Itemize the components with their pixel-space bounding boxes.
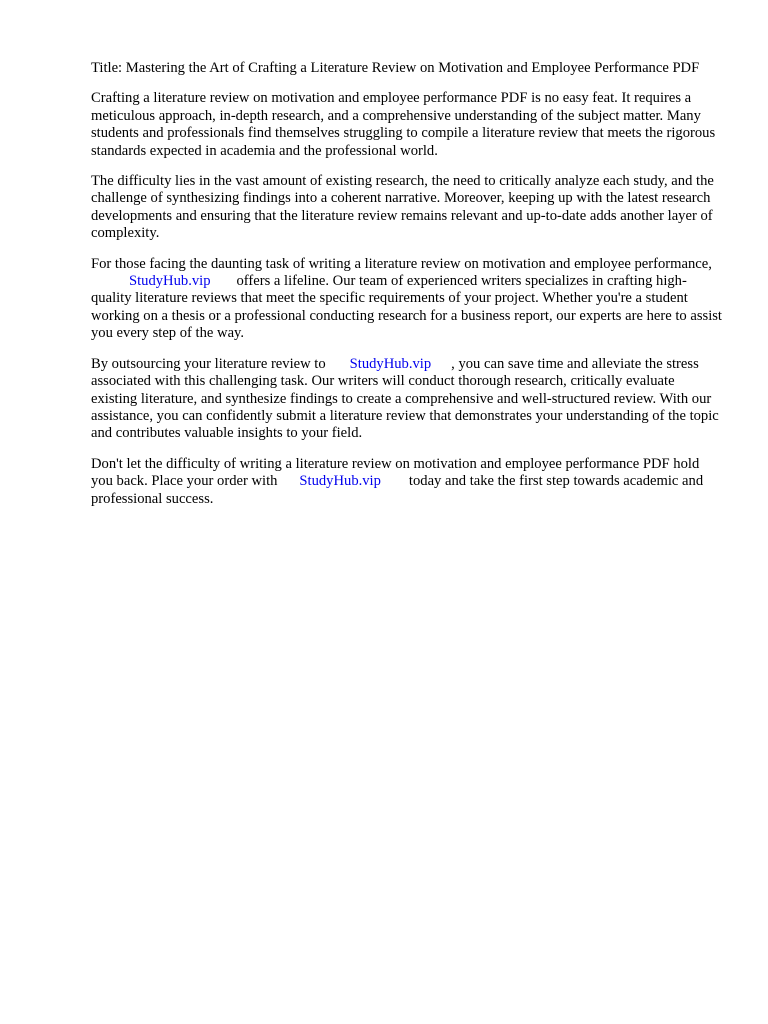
paragraph-offer-text-after: offers a lifeline. Our team of experienced writers specializes in crafting high-quality literature reviews that meet the specific requirements of your project. Whether you're a student working on a thesis or a professional conducting research for a business report, our experts are here to assist you every step of the way. <box>91 273 722 342</box>
paragraph-outsourcing-text-before: By outsourcing your literature review to <box>91 355 326 372</box>
studyhub-link-3[interactable]: StudyHub.vip <box>299 473 381 490</box>
studyhub-link-1[interactable]: StudyHub.vip <box>129 273 211 290</box>
paragraph-closing <box>91 456 723 508</box>
paragraph-outsourcing <box>91 356 723 443</box>
paragraph-difficulty: The difficulty lies in the vast amount of existing research, the need to critically analyze each study, and the challenge of synthesizing findings into a coherent narrative. Moreover, keeping up with the latest research developments and ensuring that the literature review remains relevant and up-to-date adds another layer of complexity. <box>91 173 714 242</box>
document-page <box>91 60 723 521</box>
paragraph-closing-text-after: today and take the first step towards academic and professional success. <box>91 473 704 507</box>
paragraph-offer-text-before: For those facing the daunting task of writing a literature review on motivation and employee performance, <box>91 255 712 272</box>
studyhub-link-2[interactable]: StudyHub.vip <box>349 355 432 372</box>
paragraph-outsourcing-text-after: , you can save time and alleviate the stress associated with this challenging task. Our writers will conduct thorough research, critically evaluate existing literature, and synthesize findings to create a comprehensive and well-structured review. With our assistance, you can confidently submit a literature review that demonstrates your understanding of the topic and contributes valuable insights to your field. <box>91 355 719 442</box>
paragraph-closing-text-before: Don't let the difficulty of writing a literature review on motivation and employee performance PDF hold you back. Place your order with <box>91 455 700 490</box>
paragraph-intro: Crafting a literature review on motivation and employee performance PDF is no easy feat. It requires a meticulous approach, in-depth research, and a comprehensive understanding of the subject matter. Many students and professionals find themselves struggling to compile a literature review that meets the rigorous standards expected in academia and the professional world. <box>91 90 716 159</box>
paragraph-offer <box>91 256 723 343</box>
document-title: Title: Mastering the Art of Crafting a Literature Review on Motivation and Employee Performance PDF <box>91 60 700 76</box>
